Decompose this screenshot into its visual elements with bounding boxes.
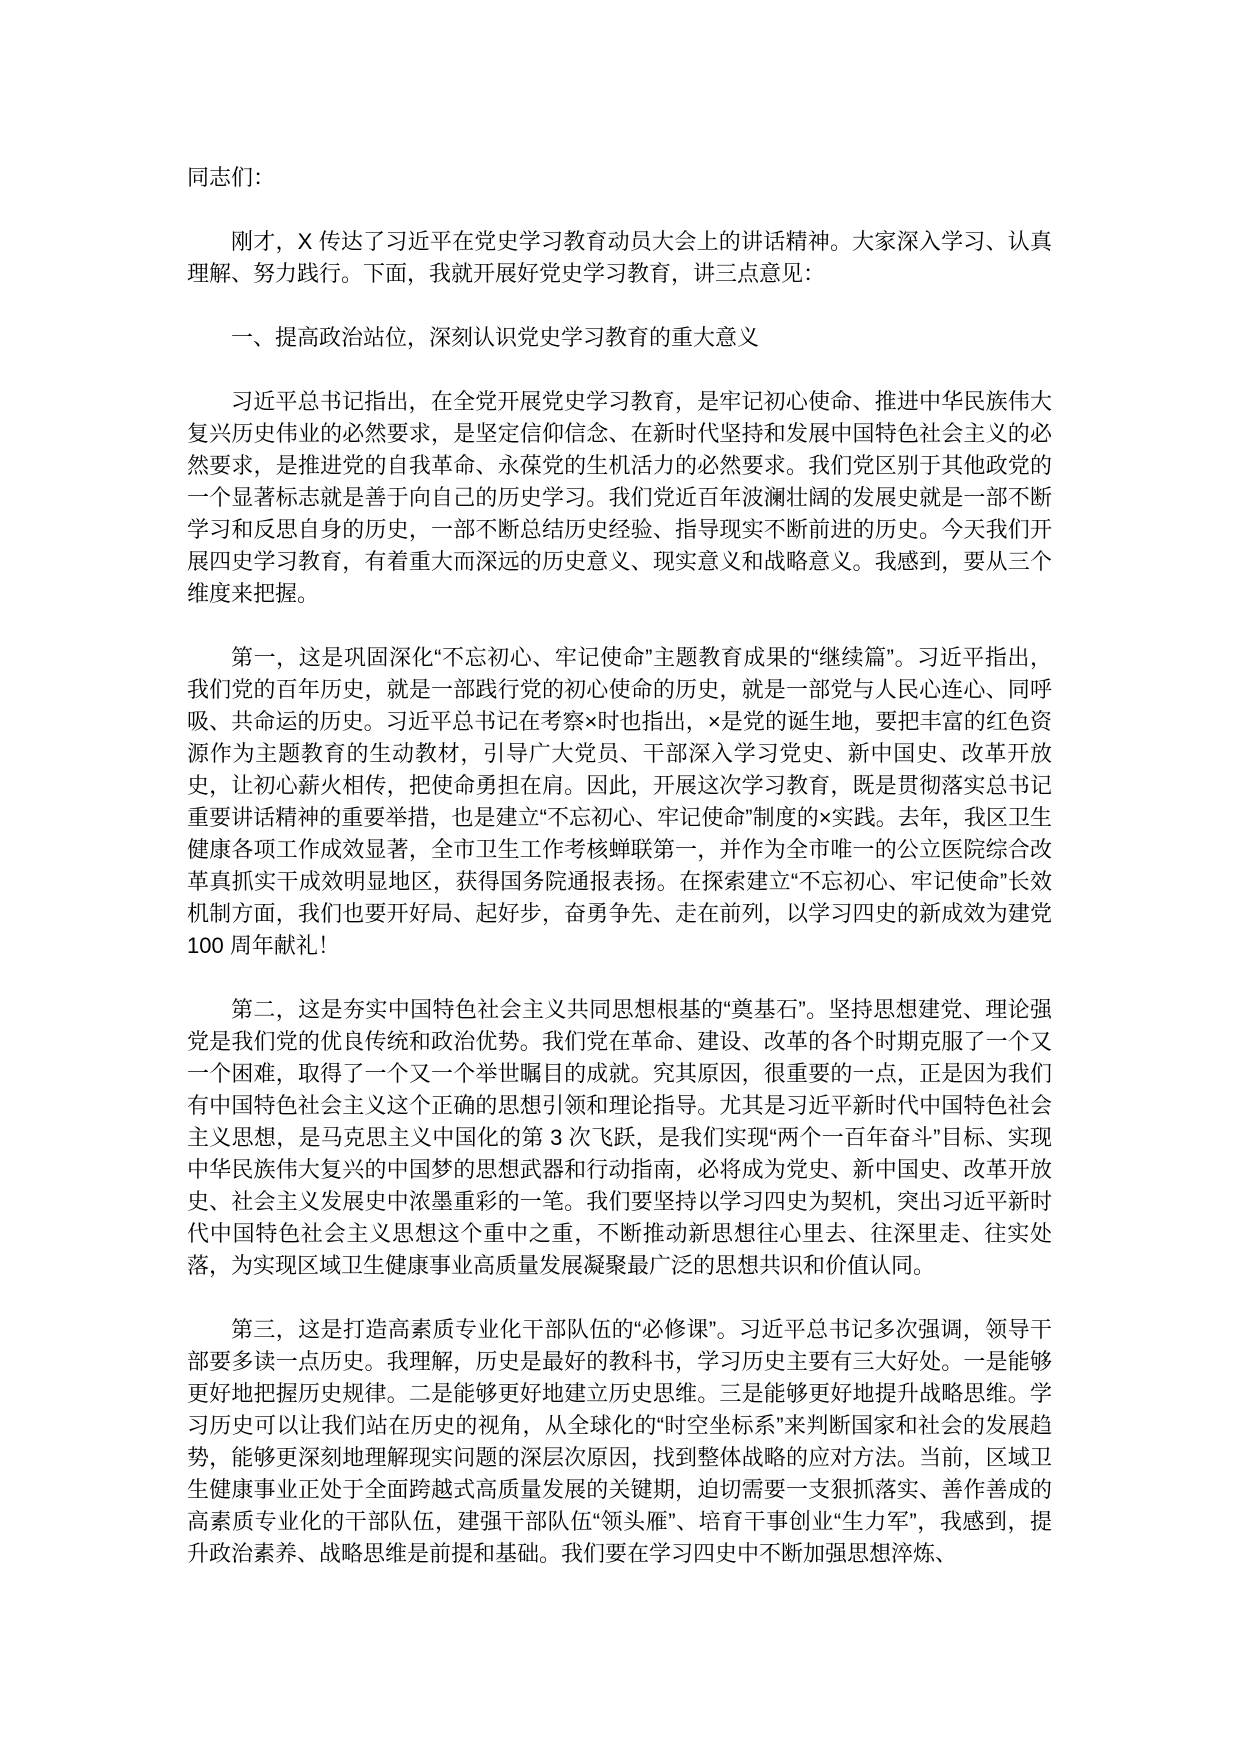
intro-paragraph: 刚才，X 传达了习近平在党史学习教育动员大会上的讲话精神。大家深入学习、认真理解、努力践行。下面，我就开展好党史学习教育，讲三点意见：: [187, 229, 1052, 286]
paragraph-point-3: 第三，这是打造高素质专业化干部队伍的“必修课”。习近平总书记多次强调，领导干部要多读一点历史。我理解，历史是最好的教科书，学习历史主要有三大好处。一是能够更好地把握历史规律。二是能够更好地建立历史思维。三是能够更好地提升战略思维。学习历史可以让我们站在历史的视角，从全球化的“时空坐标系”来判断国家和社会的发展趋势，能够更深刻地理解现实问题的深层次原因，找到整体战略的应对方法。当前，区域卫生健康事业正处于全面跨越式高质量发展的关键期，迫切需要一支狠抓落实、善作善成的高素质专业化的干部队伍，建强干部队伍“领头雁”、培育干事创业“生力军”，我感到，提升政治素养、战略思维是前提和基础。我们要在学习四史中不断加强思想淬炼、: [187, 1317, 1052, 1566]
paragraph-point-1: 第一，这是巩固深化“不忘初心、牢记使命”主题教育成果的“继续篇”。习近平指出，我们党的百年历史，就是一部践行党的初心使命的历史，就是一部党与人民心连心、同呼吸、共命运的历史。习近平总书记在考察×时也指出，×是党的诞生地，要把丰富的红色资源作为主题教育的生动教材，引导广大党员、干部深入学习党史、新中国史、改革开放史，让初心薪火相传，把使命勇担在肩。因此，开展这次学习教育，既是贯彻落实总书记重要讲话精神的重要举措，也是建立“不忘初心、牢记使命”制度的×实践。去年，我区卫生健康各项工作成效显著，全市卫生工作考核蝉联第一，并作为全市唯一的公立医院综合改革真抓实干成效明显地区，获得国务院通报表扬。在探索建立“不忘初心、牢记使命”长效机制方面，我们也要开好局、起好步，奋勇争先、走在前列，以学习四史的新成效为建党 100 周年献礼！: [187, 645, 1052, 958]
section-heading-1: 一、提高政治站位，深刻认识党史学习教育的重大意义: [231, 325, 760, 350]
paragraph-significance-overview: 习近平总书记指出，在全党开展党史学习教育，是牢记初心使命、推进中华民族伟大复兴历史伟业的必然要求，是坚定信仰信念、在新时代坚持和发展中国特色社会主义的必然要求，是推进党的自我革命、永葆党的生机活力的必然要求。我们党区别于其他政党的一个显著标志就是善于向自己的历史学习。我们党近百年波澜壮阔的发展史就是一部不断学习和反思自身的历史，一部不断总结历史经验、指导现实不断前进的历史。今天我们开展四史学习教育，有着重大而深远的历史意义、现实意义和战略意义。我感到，要从三个维度来把握。: [187, 389, 1052, 606]
paragraph-point-2: 第二，这是夯实中国特色社会主义共同思想根基的“奠基石”。坚持思想建党、理论强党是我们党的优良传统和政治优势。我们党在革命、建设、改革的各个时期克服了一个又一个困难，取得了一个又一个举世瞩目的成就。究其原因，很重要的一点，正是因为我们有中国特色社会主义这个正确的思想引领和理论指导。尤其是习近平新时代中国特色社会主义思想，是马克思主义中国化的第 3 次飞跃，是我们实现“两个一百年奋斗”目标、实现中华民族伟大复兴的中国梦的思想武器和行动指南，必将成为党史、新中国史、改革开放史、社会主义发展史中浓墨重彩的一笔。我们要坚持以学习四史为契机，突出习近平新时代中国特色社会主义思想这个重中之重，不断推动新思想往心里去、往深里走、往实处落，为实现区域卫生健康事业高质量发展凝聚最广泛的思想共识和价值认同。: [187, 997, 1052, 1278]
salutation: 同志们：: [187, 165, 276, 190]
